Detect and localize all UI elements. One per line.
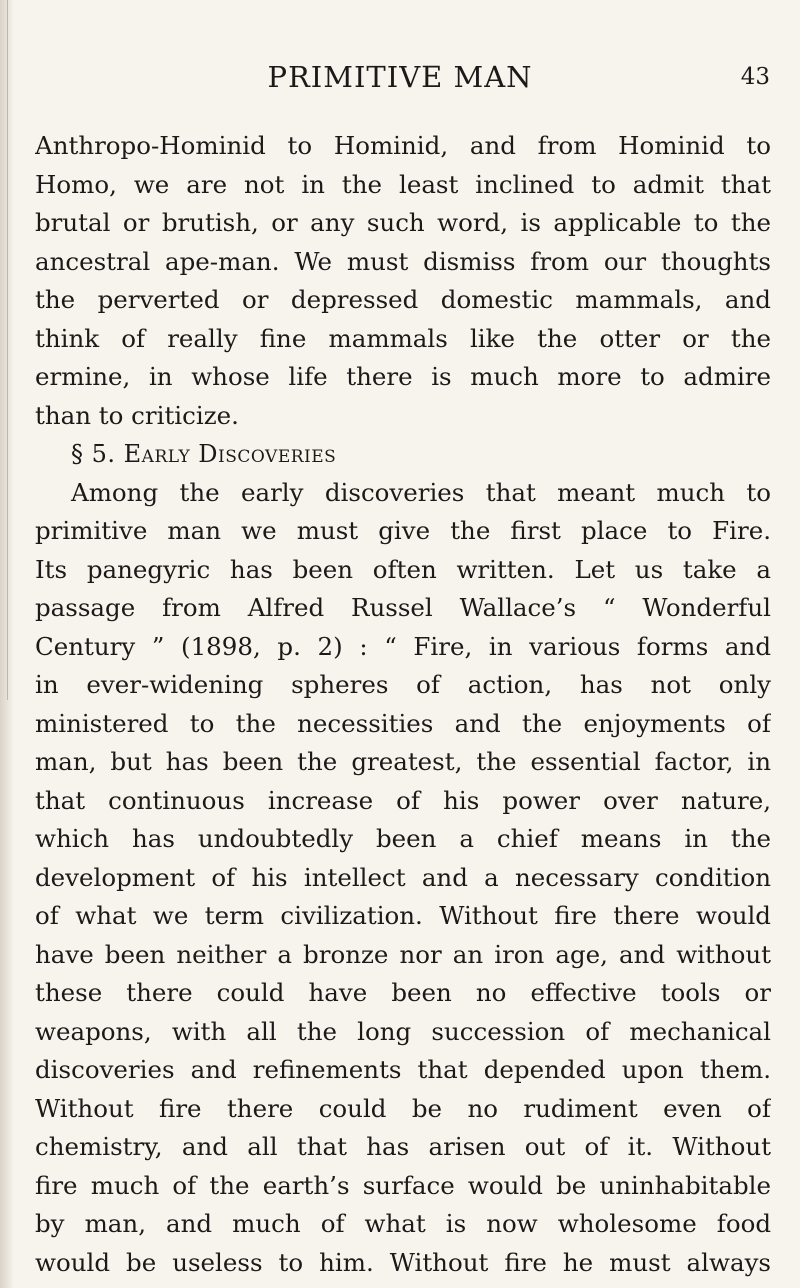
text-line: these there could have been no effective tools or	[35, 978, 771, 1007]
text-line: ermine, in whose life there is much more to admire	[35, 362, 771, 391]
text-line: weapons, with all the long succession of mechanical	[35, 1016, 771, 1046]
text-line: fire much of the earth’s surface would be uninhabitable	[35, 1170, 771, 1200]
text-line: man, but has been the greatest, the essential factor, in	[35, 747, 771, 776]
text-line: chemistry, and all that has arisen out of it. Without	[35, 1132, 771, 1161]
text-line: have been neither a bronze nor an iron age, and without	[35, 939, 771, 969]
text-line: Without fire there could be no rudiment even of	[35, 1093, 771, 1123]
page-gutter-shadow	[0, 0, 14, 1288]
text-line: of what we term civilization. Without fire there would	[35, 901, 771, 930]
text-line: Among the early discoveries that meant much to	[71, 477, 771, 507]
text-line: Anthropo-Hominid to Hominid, and from Hominid to	[35, 131, 771, 160]
text-line: passage from Alfred Russel Wallace’s “ Wonderful	[35, 593, 771, 622]
text-line: Homo, we are not in the least inclined to admit that	[35, 169, 771, 199]
text-line: the perverted or depressed domestic mammals, and	[35, 285, 771, 314]
text-line: would be useless to him. Without fire he must always	[35, 1247, 771, 1277]
body-text	[35, 127, 771, 1282]
text-line: development of his intellect and a necessary condition	[35, 862, 771, 892]
text-line: think of really fine mammals like the otter or the	[35, 323, 771, 353]
text-line: by man, and much of what is now wholesome food	[35, 1209, 771, 1238]
running-head	[0, 58, 800, 98]
text-line: than to criticize.	[35, 400, 239, 430]
text-line: Century ” (1898, p. 2) : “ Fire, in various forms and	[35, 631, 771, 661]
text-line: primitive man we must give the first place to Fire.	[35, 516, 771, 545]
paragraph-continuation	[35, 127, 771, 435]
text-line: in ever-widening spheres of action, has not only	[35, 670, 771, 699]
text-line: ancestral ape-man. We must dismiss from our thoughts	[35, 246, 771, 276]
text-line: ministered to the necessities and the enjoyments of	[35, 708, 771, 738]
section-heading: § 5. Early Discoveries	[71, 440, 337, 468]
text-line: brutal or brutish, or any such word, is applicable to the	[35, 208, 771, 237]
text-line: Its panegyric has been often written. Let us take a	[35, 554, 771, 584]
text-line: that continuous increase of his power over nature,	[35, 785, 771, 815]
binding-edge-line	[7, 0, 8, 700]
text-line: which has undoubtedly been a chief means in the	[35, 824, 771, 853]
text-line: discoveries and refinements that depended upon them.	[35, 1055, 771, 1084]
page-number: 43	[740, 64, 770, 90]
paragraph-early-discoveries	[35, 474, 771, 1283]
running-title: PRIMITIVE MAN	[267, 60, 533, 94]
